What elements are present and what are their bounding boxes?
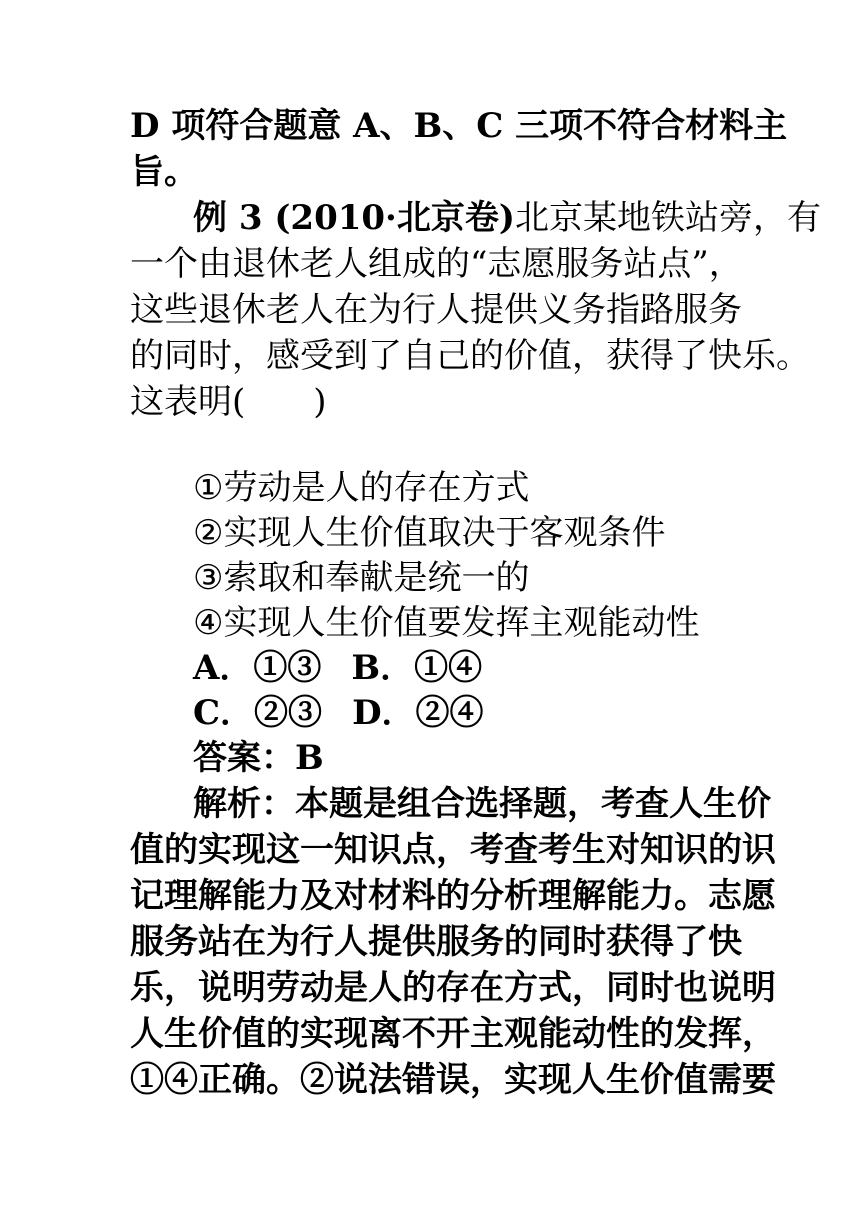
option-a: A．①③ [193, 648, 322, 688]
question-text-3: 这些退休老人在为行人提供义务指路服务 [130, 290, 742, 330]
analysis-text-5: 乐，说明劳动是人的存在方式，同时也说明 [130, 968, 776, 1008]
statement-3: ③索取和奉献是统一的 [193, 558, 530, 598]
question-text-2: 一个由退休老人组成的“志愿服务站点”， [130, 244, 743, 284]
analysis-text-7: ①④正确。②说法错误，实现人生价值需要 [130, 1060, 776, 1100]
option-d: D．②④ [352, 693, 484, 733]
question-text-5: 这表明( ) [130, 382, 327, 422]
analysis-text-1: 本题是组合选择题，考查人生价 [295, 784, 771, 824]
options-row-1 [193, 646, 482, 690]
option-b: B．①④ [351, 648, 483, 688]
analysis-first-line [193, 782, 793, 826]
statement-1: ①劳动是人的存在方式 [193, 468, 530, 508]
question-text-1: 北京某地铁站旁，有 [514, 198, 821, 238]
analysis-text-4: 服务站在为行人提供服务的同时获得了快 [130, 922, 742, 962]
statement-2: ②实现人生价值取决于客观条件 [193, 513, 666, 553]
analysis-text-3: 记理解能力及对材料的分析理解能力。志愿 [130, 876, 776, 916]
statement-4: ④实现人生价值要发挥主观能动性 [193, 603, 700, 643]
previous-analysis-line-2: 旨。 [130, 152, 198, 192]
question-text-4: 的同时，感受到了自己的价值，获得了快乐。 [130, 336, 810, 376]
previous-analysis-line-1: D 项符合题意 A、B、C 三项不符合材料主 [130, 106, 788, 146]
analysis-text-6: 人生价值的实现离不开主观能动性的发挥， [130, 1014, 776, 1054]
question-first-line [193, 196, 821, 240]
analysis-label: 解析： [193, 784, 295, 824]
options-row-2 [193, 691, 484, 735]
answer: 答案：B [193, 738, 324, 778]
analysis-text-2: 值的实现这一知识点，考查考生对知识的识 [130, 830, 776, 870]
example-label: 例 3 (2010·北京卷) [193, 198, 515, 238]
option-c: C．②③ [193, 693, 323, 733]
